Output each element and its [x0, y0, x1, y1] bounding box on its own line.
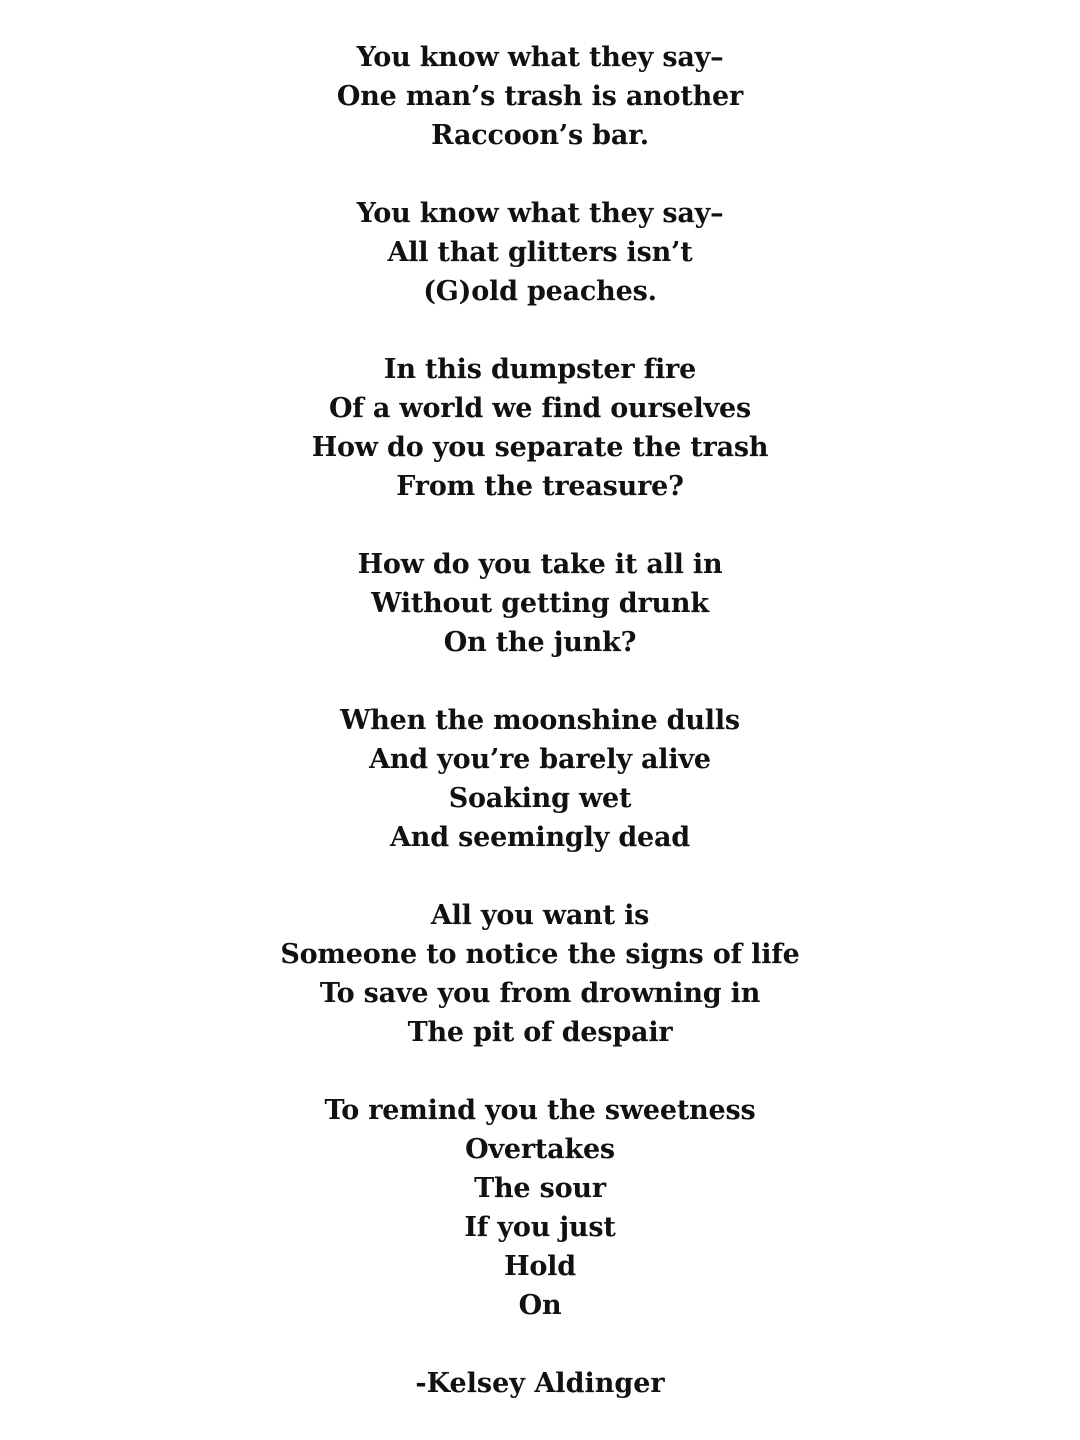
author-signature: -Kelsey Aldinger [415, 1368, 665, 1399]
stanza-6 [0, 896, 1080, 1052]
poem-line: How do you separate the trash [311, 432, 769, 463]
stanza-5 [0, 701, 1080, 857]
poem-line: And seemingly dead [390, 822, 690, 853]
poem-line: From the treasure? [396, 471, 684, 502]
poem-line: One man’s trash is another [336, 81, 744, 112]
stanza-3 [0, 350, 1080, 506]
stanza-4 [0, 545, 1080, 662]
poem-line: Overtakes [465, 1134, 615, 1165]
stanza-1 [0, 38, 1080, 155]
poem-line: Hold [504, 1251, 576, 1282]
poem-line: All that glitters isn’t [387, 237, 693, 268]
poem-line: And you’re barely alive [369, 744, 711, 775]
poem-line: Someone to notice the signs of life [280, 939, 800, 970]
poem-line: When the moonshine dulls [340, 705, 740, 736]
poem-line: Of a world we find ourselves [328, 393, 751, 424]
poem-line: You know what they say– [356, 198, 724, 229]
poem-line: To save you from drowning in [319, 978, 761, 1009]
poem-line: The sour [474, 1173, 606, 1204]
poem-line: Soaking wet [448, 783, 632, 814]
poem-line: Without getting drunk [371, 588, 709, 619]
poem-line: How do you take it all in [357, 549, 723, 580]
poem-line: On the junk? [443, 627, 637, 658]
poem-line: The pit of despair [407, 1017, 673, 1048]
stanza-7 [0, 1091, 1080, 1325]
poem-line: On [518, 1290, 562, 1321]
poem-line: If you just [464, 1212, 616, 1243]
poem-line: All you want is [430, 900, 650, 931]
poem-line: Raccoon’s bar. [431, 120, 649, 151]
stanza-2 [0, 194, 1080, 311]
poem-line: (G)old peaches. [423, 276, 657, 307]
poem-line: To remind you the sweetness [324, 1095, 756, 1126]
poem-line: You know what they say– [356, 42, 724, 73]
poem-line: In this dumpster fire [383, 354, 697, 385]
